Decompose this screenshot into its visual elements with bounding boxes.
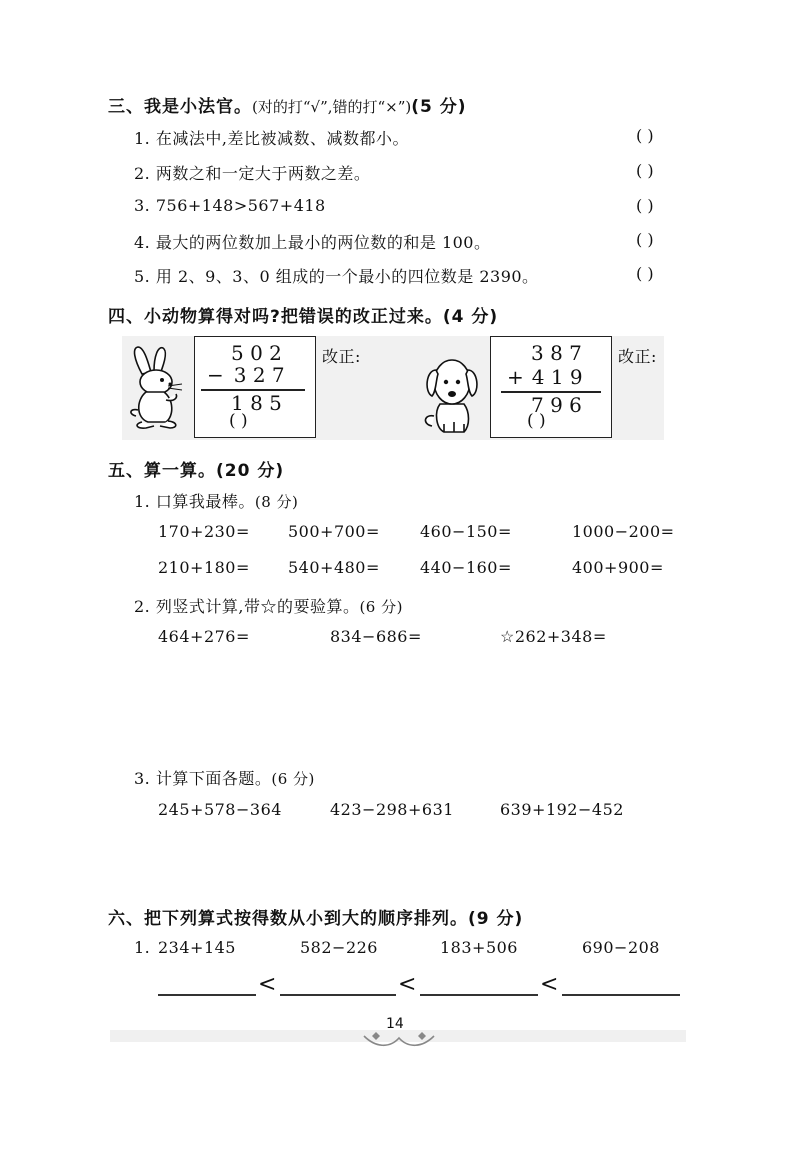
mental-calc-4: 1000−200= xyxy=(572,522,675,541)
sub3-title: 3. 计算下面各题。(6 分) xyxy=(134,769,315,788)
vertical-calc-2: 834−686= xyxy=(330,627,422,646)
less-than-1: < xyxy=(258,972,277,997)
judge-answer-3[interactable]: ( ) xyxy=(636,196,654,215)
order-expr-2: 582−226 xyxy=(300,938,378,957)
ornament-icon xyxy=(362,1030,436,1050)
judge-item-1: 1. 在减法中,差比被减数、减数都小。 xyxy=(134,129,409,148)
rabbit-row1: 5 0 2 xyxy=(231,341,282,365)
order-label: 1. xyxy=(134,938,151,957)
dog-judge-answer[interactable]: ( ) xyxy=(527,411,546,431)
order-expr-1: 234+145 xyxy=(158,938,236,957)
section5-title: 五、算一算。(20 分) xyxy=(108,461,285,481)
order-expr-4: 690−208 xyxy=(582,938,660,957)
rabbit-result: 1 8 5 xyxy=(231,391,282,415)
mixed-calc-1: 245+578−364 xyxy=(158,800,282,819)
rabbit-correct-label: 改正: xyxy=(322,347,361,366)
section4-title: 四、小动物算得对吗?把错误的改正过来。(4 分) xyxy=(108,307,499,327)
order-blank-3[interactable] xyxy=(420,994,538,996)
page-number: 14 xyxy=(386,1016,404,1032)
judge-answer-2[interactable]: ( ) xyxy=(636,161,654,180)
section3-title: 三、我是小法官。(对的打“√”,错的打“×”)(5 分) xyxy=(108,97,467,117)
judge-answer-4[interactable]: ( ) xyxy=(636,230,654,249)
dog-correct-label: 改正: xyxy=(618,347,657,366)
rabbit-judge-answer[interactable]: ( ) xyxy=(229,411,248,431)
dog-result: 7 9 6 xyxy=(531,393,582,417)
order-blank-1[interactable] xyxy=(158,994,256,996)
judge-item-3: 3. 756+148>567+418 xyxy=(134,196,326,215)
mental-calc-1: 170+230= xyxy=(158,522,250,541)
vertical-calc-1: 464+276= xyxy=(158,627,250,646)
less-than-2: < xyxy=(398,972,417,997)
mixed-calc-3: 639+192−452 xyxy=(500,800,624,819)
mental-calc-7: 440−160= xyxy=(420,558,512,577)
dog-icon xyxy=(418,356,486,436)
rabbit-op: − xyxy=(207,363,224,387)
order-blank-4[interactable] xyxy=(562,994,680,996)
judge-item-5: 5. 用 2、9、3、0 组成的一个最小的四位数是 2390。 xyxy=(134,267,539,286)
sub2-title: 2. 列竖式计算,带☆的要验算。(6 分) xyxy=(134,597,403,616)
mental-calc-2: 500+700= xyxy=(288,522,380,541)
judge-item-2: 2. 两数之和一定大于两数之差。 xyxy=(134,164,371,183)
dog-calculation xyxy=(490,336,612,438)
mental-calc-6: 540+480= xyxy=(288,558,380,577)
judge-item-4: 4. 最大的两位数加上最小的两位数的和是 100。 xyxy=(134,233,491,252)
judge-answer-5[interactable]: ( ) xyxy=(636,264,654,283)
dog-op: + xyxy=(507,365,524,389)
vertical-calc-3: ☆262+348= xyxy=(500,627,607,646)
judge-answer-1[interactable]: ( ) xyxy=(636,126,654,145)
rabbit-calculation xyxy=(194,336,316,438)
mental-calc-5: 210+180= xyxy=(158,558,250,577)
mental-calc-3: 460−150= xyxy=(420,522,512,541)
mixed-calc-2: 423−298+631 xyxy=(330,800,454,819)
sub1-title: 1. 口算我最棒。(8 分) xyxy=(134,492,299,511)
rabbit-row2: 3 2 7 xyxy=(233,363,285,387)
less-than-3: < xyxy=(540,972,559,997)
order-blank-2[interactable] xyxy=(280,994,396,996)
mental-calc-8: 400+900= xyxy=(572,558,664,577)
rabbit-icon xyxy=(124,344,190,430)
dog-row2: 4 1 9 xyxy=(531,365,583,389)
order-expr-3: 183+506 xyxy=(440,938,518,957)
dog-row1: 3 8 7 xyxy=(531,341,582,365)
section6-title: 六、把下列算式按得数从小到大的顺序排列。(9 分) xyxy=(108,909,524,929)
